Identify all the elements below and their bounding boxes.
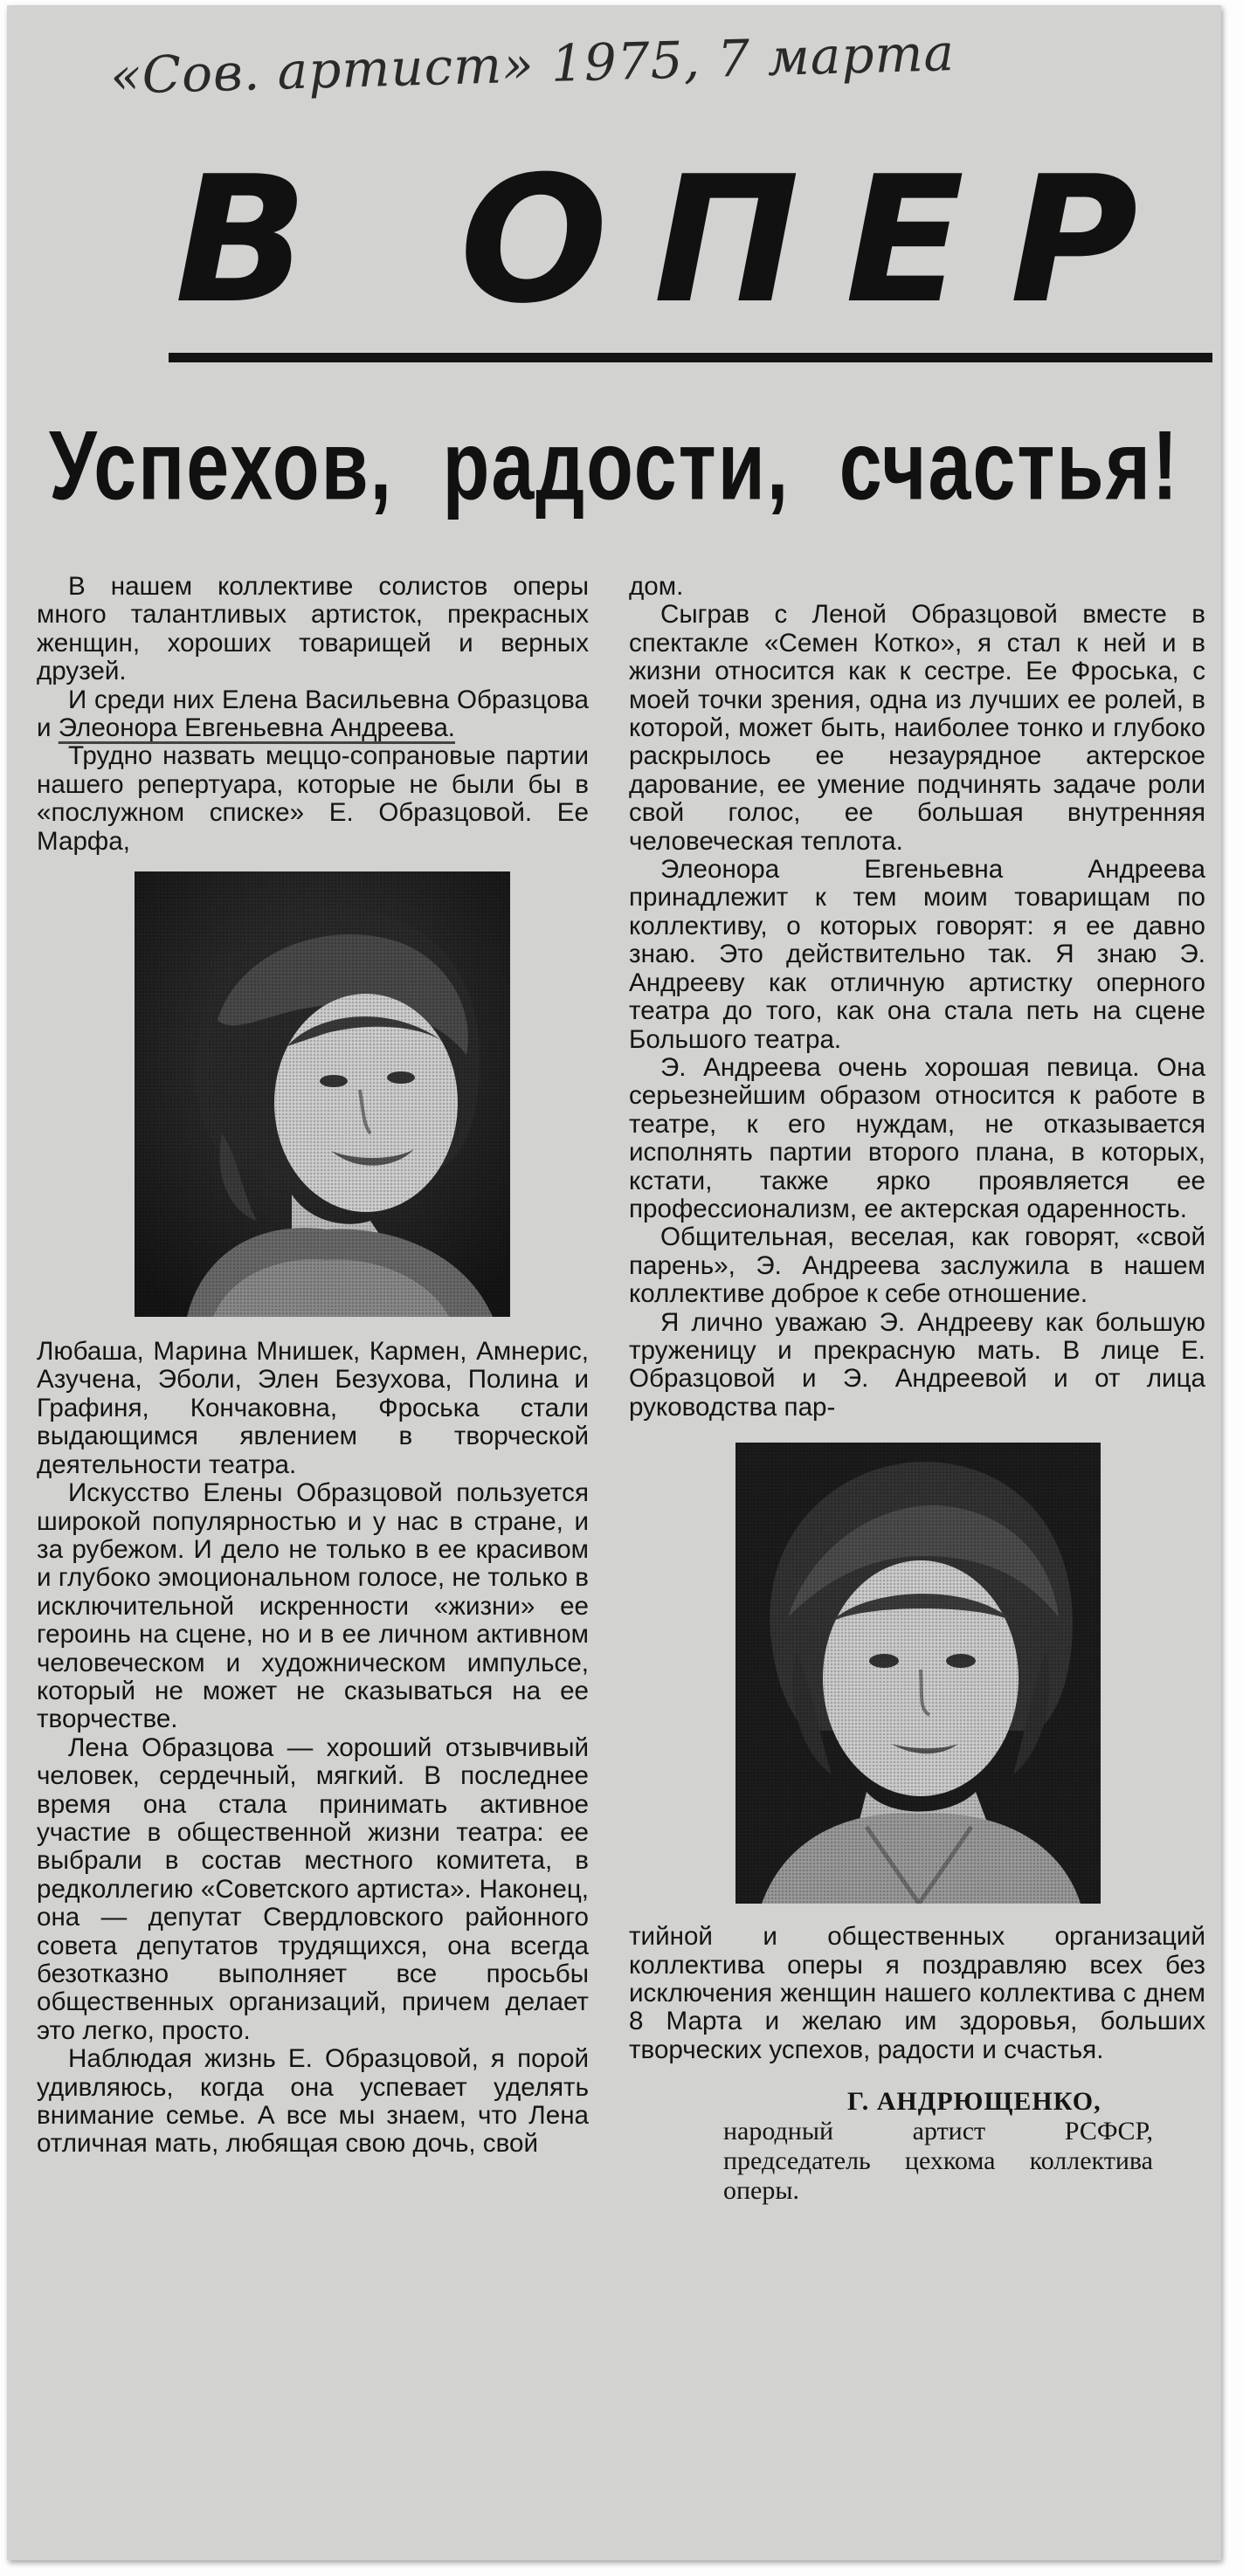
portrait-drawing bbox=[735, 1443, 1101, 1904]
author-title: народный артист РСФСР, председатель цехкома коллектива оперы. bbox=[723, 2117, 1153, 2206]
left-column bbox=[37, 573, 589, 2159]
paragraph: Трудно назвать меццо-сопрановые партии нашего репертуара, которые не были бы в «послужном списке» Е. Образцовой. Ее Марфа, bbox=[37, 741, 589, 856]
paragraph: Любаша, Марина Мнишек, Кармен, Амнерис, Азучена, Эболи, Элен Безухова, Полина и Графиня, Кончаковна, Фроська стали выдающимся явлением в творческой деятельности театра. bbox=[37, 1337, 589, 1479]
paragraph: Лена Образцова — хороший отзывчивый человек, сердечный, мягкий. В последнее время она стала принимать активное участие в общественной жизни театра: ее выбрали в состав местного комитета, в редколлегию «Советского артиста». Наконец, она — депутат Свердловского районного совета депутатов трудящихся, она всегда безотказно выполняет все просьбы общественных организаций, причем делает это легко, просто. bbox=[37, 1732, 589, 2045]
paragraph: Я лично уважаю Э. Андрееву как большую труженицу и прекрасную мать. В лице Е. Образцовой и Э. Андреевой и от лица руководства пар- bbox=[629, 1307, 1205, 1422]
paragraph: тийной и общественных организаций коллектива оперы я поздравляю всех без исключения женщин нашего коллектива с днем 8 Марта и желаю им здоровья, больших творческих успехов, радости и счастья. bbox=[629, 1922, 1205, 2064]
signature-block bbox=[629, 2087, 1205, 2206]
paragraph-text: И среди них Елена Васильевна Образцова и bbox=[37, 685, 589, 743]
portrait-photo-obraztsova bbox=[135, 871, 510, 1317]
paragraph: дом. bbox=[629, 572, 684, 601]
author-name: Г. АНДРЮЩЕНКО, bbox=[847, 2087, 1101, 2117]
paragraph: Элеонора Евгеньевна Андреева принадлежит к тем моим товарищам по коллективу, о которых говорят: я ее давно знаю. Это действительно так. Я знаю Э. Андрееву как отличную артистку оперного театра до того, как она стала петь на сцене Большого театра. bbox=[629, 855, 1205, 1054]
paragraph bbox=[37, 686, 589, 743]
paragraph: В нашем коллективе солистов оперы много талантливых артисток, прекрасных женщин, хороших товарищей и верных друзей. bbox=[37, 572, 589, 686]
paragraph: Сыграв с Леной Образцовой вместе в спектакле «Семен Котко», я стал к ней и в жизни относится как к сестре. Ее Фроська, с моей точки зрения, одна из лучших ее ролей, в которой, может быть, наиболее тонко и глубоко раскрылось ее незаурядное актерское дарование, ее умение подчинять задаче роли свой голос, ее большая внутренняя человеческая теплота. bbox=[629, 600, 1205, 856]
section-rubric: В ОПЕР bbox=[175, 139, 1184, 342]
paragraph: Э. Андреева очень хорошая певица. Она серьезнейшим образом относится к работе в театре, к его нуждам, не отказывается исполнять партии второго плана, в которых, кстати, также ярко проявляется ее профессионализм, ее актерская одаренность. bbox=[629, 1052, 1205, 1223]
article-headline: Успехов, радости, счастья! bbox=[49, 410, 1180, 520]
underlined-name: Элеонора Евгеньевна Андреева. bbox=[58, 713, 456, 743]
paragraph: Наблюдая жизнь Е. Образцовой, я порой удивляюсь, когда она успевает уделять внимание семье. А все мы знаем, что Лена отличная мать, любящая свою дочь, свой bbox=[37, 2044, 589, 2159]
handwritten-source-note: «Сов. артист» 1975, 7 марта bbox=[109, 23, 956, 107]
paragraph: Искусство Елены Образцовой пользуется широкой популярностью и у нас в стране, и за рубежом. И дело не только в ее красивом и глубоко эмоциональном голосе, не только в исключительной искренности «жизни» ее героинь на сцене, но и в ее личном активном человеческом и художническом импульсе, который не может не сказываться на ее творчестве. bbox=[37, 1478, 589, 1734]
right-column bbox=[629, 573, 1205, 2206]
paragraph: Общительная, веселая, как говорят, «свой парень», Э. Андреева заслужила в нашем коллективе доброе к себе отношение. bbox=[629, 1223, 1205, 1309]
newspaper-clipping bbox=[7, 5, 1221, 2560]
portrait-photo-andreeva bbox=[735, 1443, 1101, 1904]
rubric-underline bbox=[169, 353, 1212, 362]
portrait-drawing bbox=[135, 871, 510, 1317]
